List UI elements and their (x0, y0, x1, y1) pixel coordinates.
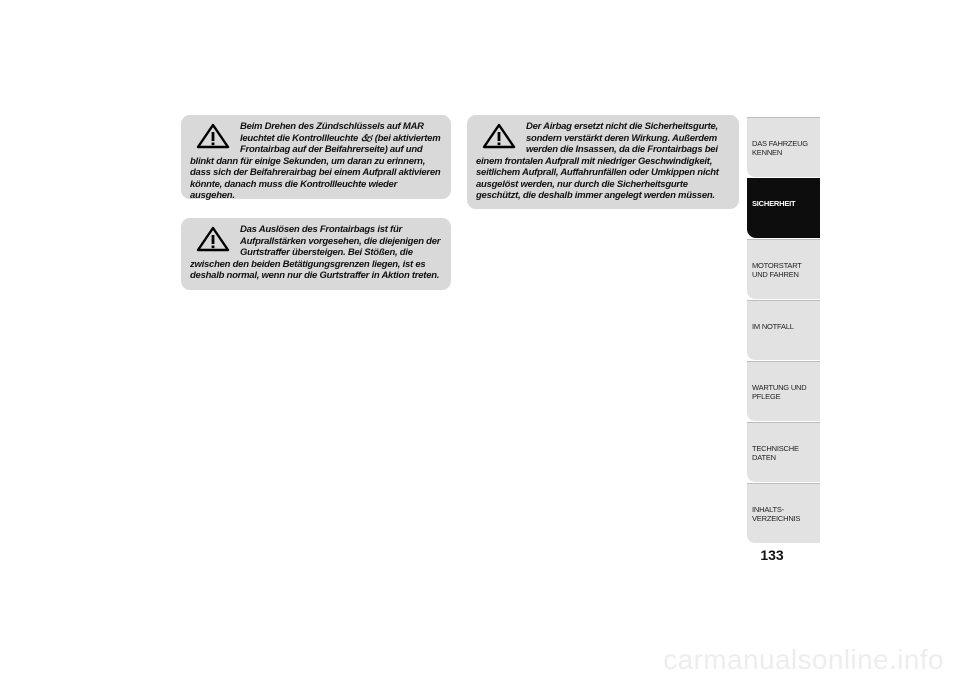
warning-triangle-icon (482, 123, 516, 149)
tab-wartung-und-pflege[interactable]: WARTUNG UND PFLEGE (747, 361, 820, 421)
tab-inhaltsverzeichnis[interactable]: INHALTS-VERZEICHNIS (747, 483, 820, 543)
warning-box-ignition (181, 115, 451, 199)
warning-box-seatbelts (467, 115, 739, 209)
warning-triangle-icon (196, 123, 230, 149)
page-number: 133 (760, 547, 784, 563)
tab-im-notfall[interactable]: IM NOTFALL (747, 300, 820, 360)
warning-text: Der Airbag ersetzt nicht die Sicherheitsgurte, sondern verstärkt deren Wirkung. Außerdem werden die Insassen, da die Frontairbags bei einem frontalen Aufprall mit niedriger Geschwindigkeit, seitlichem Aufprall, Auffahrunfällen oder Umkippen nicht ausgelöst werden, nur durch die Sicherheitsgurte geschützt, die deshalb immer angelegt werden müssen. (476, 121, 719, 201)
warning-text: Beim Drehen des Zündschlüssels auf MAR leuchtet die Kontrollleuchte 🙵 (bei aktiviertem Frontairbag auf der Beifahrerseite) auf und blinkt dann für einige Sekunden, um daran zu erinnern, dass sich der Beifahrerairbag bei einem Aufprall aktivieren könnte, danach muss die Kontrollleuchte wieder ausgehen. (190, 121, 441, 201)
tab-technische-daten[interactable]: TECHNISCHE DATEN (747, 422, 820, 482)
warning-triangle-icon (196, 226, 230, 252)
watermark: carmanualsonline.info (663, 644, 944, 675)
warning-text: Das Auslösen des Frontairbags ist für Aufprallstärken vorgesehen, die diejenigen der Gurtstraffer übersteigen. Bei Stößen, die zwischen den beiden Betätigungsgrenzen liegen, ist es deshalb normal, wenn nur die Gurtstraffer in Aktion treten. (190, 224, 441, 281)
tab-motorstart-und-fahren[interactable]: MOTORSTART UND FAHREN (747, 239, 820, 299)
tab-sicherheit[interactable]: SICHERHEIT (747, 178, 820, 238)
tab-das-fahrzeug-kennen[interactable]: DAS FAHRZEUG KENNEN (747, 117, 820, 177)
warning-box-frontairbag (181, 218, 451, 290)
